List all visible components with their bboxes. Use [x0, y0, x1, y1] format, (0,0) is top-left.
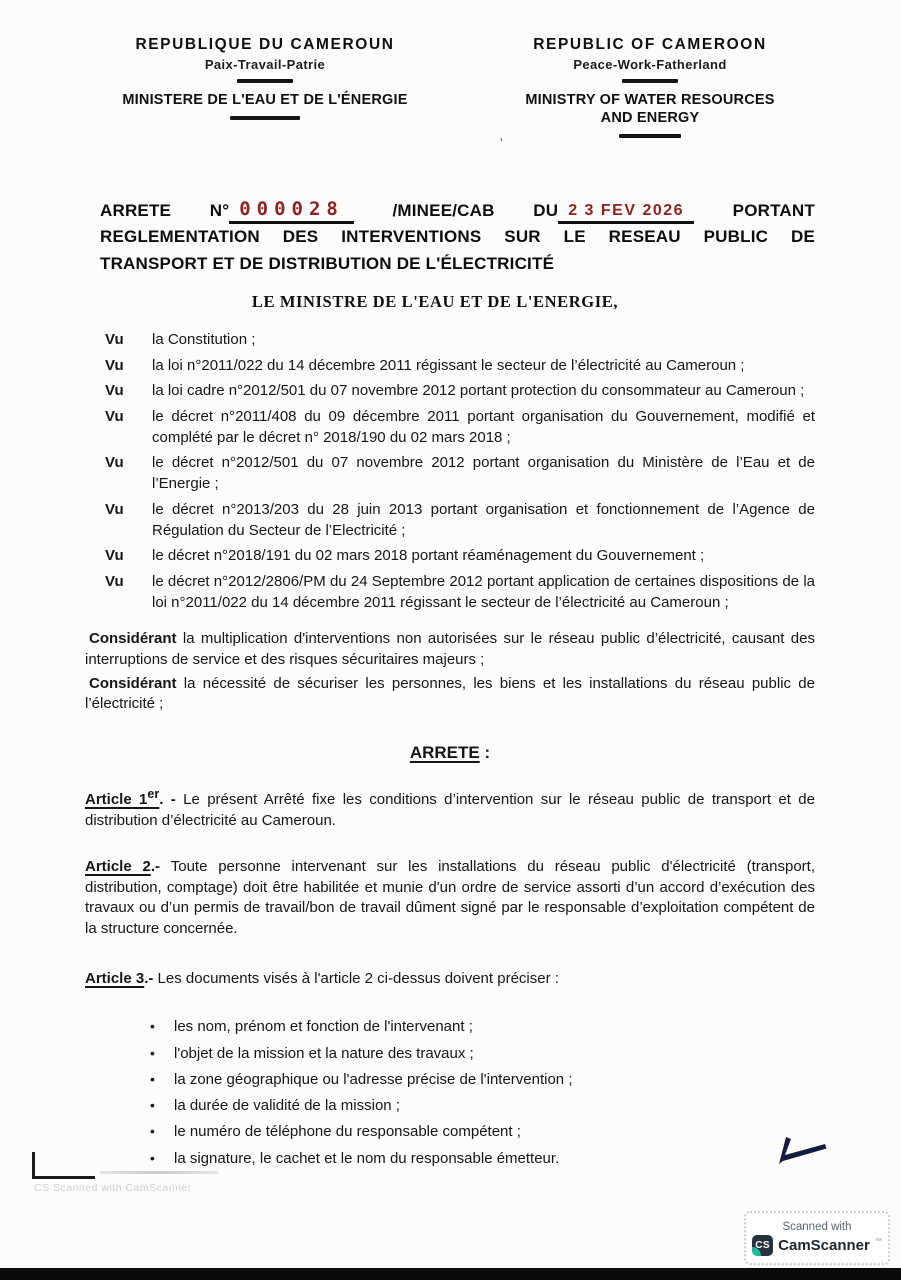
decree-title-line2: REGLEMENTATION DES INTERVENTIONS SUR LE RESEAU PUBLIC DE — [100, 227, 815, 247]
scan-faint-line — [100, 1171, 218, 1174]
camscanner-brand: CamScanner — [778, 1236, 870, 1254]
article-3-body: Les documents visés à l'article 2 ci-dessus doivent préciser : — [157, 969, 559, 987]
vu-text: la loi n°2011/022 du 14 décembre 2011 régissant le secteur de l’électricité au Cameroun ; — [152, 356, 745, 374]
pen-checkmark — [766, 1128, 836, 1168]
divider-rule — [622, 79, 678, 83]
article-2-label: Article 2 — [85, 857, 151, 875]
article-1-sep: . - — [159, 791, 184, 809]
decree-title-line1 — [100, 198, 815, 224]
ministry-name-fr: MINISTERE DE L'EAU ET DE L'ÉNERGIE — [122, 92, 408, 108]
vu-item — [105, 453, 815, 494]
camscanner-brand-row — [752, 1235, 882, 1256]
spacer — [85, 618, 815, 627]
scan-corner-mark — [32, 1176, 95, 1179]
vu-text: le décret n°2018/191 du 02 mars 2018 portant réaménagement du Gouvernement ; — [152, 547, 705, 565]
portant-word: PORTANT — [732, 201, 815, 220]
considerant-lead: Considérant — [89, 674, 177, 692]
vu-item — [105, 500, 815, 541]
considerant-paragraph — [85, 629, 815, 670]
list-item: • le numéro de téléphone du responsable compétent ; — [150, 1122, 815, 1142]
considerant-text: la multiplication d'interventions non autorisées sur le réseau public d’électricité, causant des interruptions de service et des risques sécuritaires majeurs ; — [85, 630, 815, 668]
order-heading — [85, 741, 815, 764]
vu-item — [105, 407, 815, 448]
vu-label: Vu — [105, 408, 124, 426]
ministry-name-en-line2: AND ENERGY — [600, 110, 700, 127]
article-3 — [85, 965, 815, 990]
article-1-sup: er — [147, 787, 160, 802]
list-item: • la signature, le cachet et le nom du responsable émetteur. — [150, 1149, 815, 1169]
decree-word: ARRETE — [100, 201, 172, 220]
vu-item — [105, 546, 815, 567]
vu-text: la Constitution ; — [152, 331, 256, 348]
vu-item — [105, 330, 815, 351]
vu-label: Vu — [105, 454, 124, 472]
document-body — [85, 330, 815, 1175]
considerant-text: la nécessité de sécuriser les personnes, les biens et les installations du réseau public de l’électricité ; — [85, 674, 815, 713]
list-item: • les nom, prénom et fonction de l'intervenant ; — [150, 1017, 815, 1037]
du-word: DU — [533, 201, 559, 220]
divider-rule — [619, 134, 681, 138]
divider-rule — [230, 116, 300, 120]
considerant-paragraph — [85, 674, 815, 715]
scan-corner-mark — [32, 1152, 35, 1179]
minee-cab: /MINEE/CAB — [392, 201, 495, 220]
divider-rule — [237, 79, 293, 83]
decree-title-line3: TRANSPORT ET DE DISTRIBUTION DE L'ÉLECTRICITÉ — [100, 253, 555, 273]
vu-label: Vu — [105, 356, 124, 374]
vu-label: Vu — [105, 500, 124, 518]
motto-fr: Paix-Travail-Patrie — [204, 57, 326, 72]
minister-heading: LE MINISTRE DE L'EAU ET DE L'ENERGIE, — [251, 292, 619, 311]
vu-label: Vu — [105, 572, 124, 590]
vu-text: le décret n°2013/203 du 28 juin 2013 portant organisation et fonctionnement de l’Agence de Régulation du Secteur de l’Electricité ; — [152, 500, 815, 539]
country-name-en: REPUBLIC OF CAMEROON — [533, 36, 767, 53]
camscanner-badge — [744, 1211, 890, 1265]
trademark-mark: ™ — [874, 1237, 882, 1245]
country-name-fr: REPUBLIQUE DU CAMEROUN — [135, 36, 395, 53]
article-3-label: Article 3 — [85, 969, 145, 987]
order-heading-colon: : — [479, 743, 491, 762]
scan-speck: ’ — [500, 136, 503, 150]
article-3-sep: .- — [144, 969, 158, 987]
article-2-body: Toute personne intervenant sur les installations du réseau public d'électricité (transport, distribution, comptage) doit être habilitée et munie d'un ordre de service assorti d’un accord d’exécution des travaux ou d’un permis de travail/bon de travail dûment signé par le responsable d’exploitation compétent de la structure concernée. — [85, 857, 815, 937]
decree-number-stamp: 000028 — [239, 197, 344, 220]
order-heading-word: ARRETE — [409, 743, 480, 762]
decree-number-blank — [229, 199, 354, 225]
camscanner-logo-icon: CS — [752, 1235, 773, 1256]
vu-label: Vu — [105, 547, 124, 565]
motto-en: Peace-Work-Fatherland — [573, 57, 727, 72]
bottom-black-bar — [0, 1268, 901, 1280]
vu-text: la loi cadre n°2012/501 du 07 novembre 2012 portant protection du consommateur au Cameroun ; — [152, 382, 805, 400]
ministry-name-en-line1: MINISTRY OF WATER RESOURCES — [525, 92, 775, 108]
article-2-sep: .- — [150, 857, 171, 875]
vu-item — [105, 356, 815, 377]
scanned-with-label: Scanned with — [782, 1220, 852, 1233]
letterhead-english — [485, 36, 815, 146]
vu-item — [105, 572, 815, 613]
vu-label: Vu — [105, 382, 124, 400]
decree-date-blank — [558, 200, 694, 224]
list-item: • l'objet de la mission et la nature des travaux ; — [150, 1044, 815, 1064]
number-prefix: N° — [209, 201, 230, 220]
letterhead-french — [85, 36, 445, 146]
vu-label: Vu — [105, 331, 124, 348]
article-2 — [85, 853, 815, 940]
requirements-list — [85, 1017, 815, 1169]
letterhead — [85, 36, 815, 146]
vu-text: le décret n°2011/408 du 09 décembre 2011 portant organisation du Gouvernement, modifié et complété par le décret n° 2018/190 du 02 mars 2018 ; — [152, 408, 815, 446]
article-1-body: Le présent Arrêté fixe les conditions d’intervention sur le réseau public de transport et de distribution d’électricité au Cameroun. — [85, 791, 815, 830]
considerant-lead: Considérant — [89, 630, 177, 648]
vu-item — [105, 381, 815, 402]
decree-title — [100, 198, 815, 277]
decree-date-stamp: 2 3 FEV 2026 — [568, 201, 685, 219]
list-item: • la zone géographique ou l'adresse précise de l'intervention ; — [150, 1070, 815, 1090]
article-1-label: Article 1er — [85, 787, 160, 809]
vu-text: le décret n°2012/2806/PM du 24 Septembre 2012 portant application de certaines dispositions de la loi n°2011/022 du 14 décembre 2011 régissant le secteur de l’électricité au Cameroun ; — [152, 572, 815, 611]
ghost-camscanner-watermark: CS Scanned with CamScanner — [34, 1182, 192, 1194]
article-1 — [85, 786, 815, 831]
list-item: • la durée de validité de la mission ; — [150, 1096, 815, 1116]
vu-text: le décret n°2012/501 du 07 novembre 2012 portant organisation du Ministère de l’Eau et de l’Energie ; — [152, 454, 815, 493]
